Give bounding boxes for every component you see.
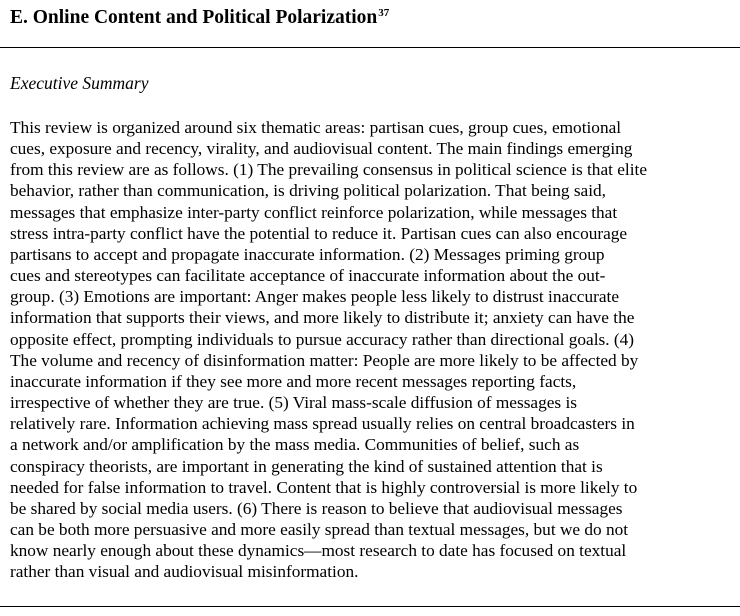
paragraph-line: conspiracy theorists, are important in generating the kind of sustained attention that is <box>10 456 603 476</box>
paragraph-line: stress intra-party conflict have the potential to reduce it. Partisan cues can also encourage <box>10 223 628 243</box>
footnote-marker[interactable]: 37 <box>378 7 390 19</box>
paragraph-line: cues and stereotypes can facilitate acceptance of inaccurate information about the out- <box>10 266 606 286</box>
summary-paragraph <box>10 117 738 582</box>
top-divider <box>0 47 740 48</box>
paragraph-line: needed for false information to travel. Content that is highly controversial is more likely to <box>10 477 638 497</box>
bottom-divider <box>0 606 740 607</box>
paragraph-line: inaccurate information if they see more and more recent messages reporting facts, <box>10 371 577 391</box>
paragraph-line: group. (3) Emotions are important: Anger makes people less likely to distrust inaccurate <box>10 287 620 307</box>
section-title: E. Online Content and Political Polarization <box>10 7 378 28</box>
paragraph-line: relatively rare. Information achieving mass spread usually relies on central broadcasters in <box>10 414 635 434</box>
paragraph-line: irrespective of whether they are true. (5) Viral mass-scale diffusion of messages is <box>10 393 577 413</box>
paragraph-line: This review is organized around six thematic areas: partisan cues, group cues, emotional <box>10 118 622 137</box>
paragraph-line: opposite effect, prompting individuals to pursue accuracy rather than directional goals. (4) <box>10 329 635 349</box>
paragraph-line: messages that emphasize inter-party conflict reinforce polarization, while messages that <box>10 202 618 222</box>
paragraph-line: rather than visual and audiovisual misinformation. <box>10 562 359 582</box>
paragraph-line: be shared by social media users. (6) There is reason to believe that audiovisual messages <box>10 498 623 518</box>
paragraph-line: a network and/or amplification by the mass media. Communities of belief, such as <box>10 435 580 455</box>
paragraph-line: behavior, rather than communication, is driving political polarization. That being said, <box>10 181 606 201</box>
paragraph-line: partisans to accept and propagate inaccurate information. (2) Messages priming group <box>10 244 605 264</box>
executive-summary-heading: Executive Summary <box>10 73 149 93</box>
paragraph-line: can be both more persuasive and more easily spread than textual messages, but we do not <box>10 519 629 539</box>
section-heading <box>10 6 389 30</box>
paragraph-line: from this review are as follows. (1) The prevailing consensus in political science is that elite <box>10 160 647 180</box>
paragraph-line: information that supports their views, and more likely to distribute it; anxiety can have the <box>10 308 635 328</box>
paragraph-line: The volume and recency of disinformation matter: People are more likely to be affected by <box>10 350 639 370</box>
paragraph-line: cues, exposure and recency, virality, and audiovisual content. The main findings emerging <box>10 139 633 159</box>
paragraph-line: know nearly enough about these dynamics—most research to date has focused on textual <box>10 541 627 561</box>
